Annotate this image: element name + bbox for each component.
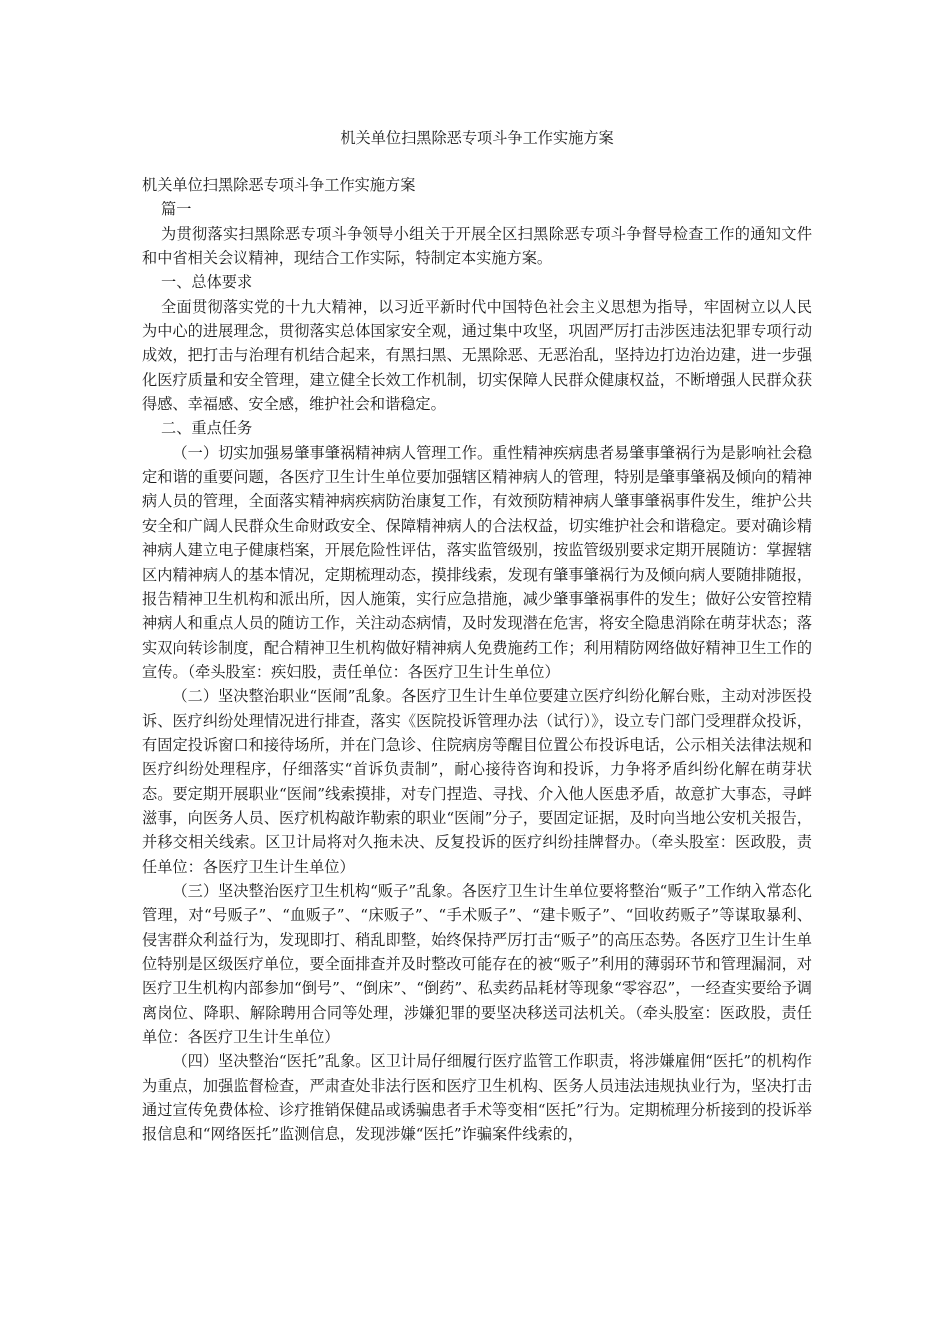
task-paragraph-2: （二）坚决整治职业“医闹”乱象。各医疗卫生计生单位要建立医疗纠纷化解台账，主动对涉医投诉、医疗纠纷处理情况进行排查，落实《医院投诉管理办法（试行）》，设立专门部门受理群众投诉，有固定投诉窗口和接待场所，并在门急诊、住院病房等醒目位置公布投诉电话，公示相关法律法规和医疗纠纷处理程序，仔细落实“首诉负责制”，耐心接待咨询和投诉，力争将矛盾纠纷化解在萌芽状态。要定期开展职业“医闹”线索摸排，对专门捏造、寻找、介入他人医患矛盾，故意扩大事态，寻衅滋事，向医务人员、医疗机构敲诈勒索的职业“医闹”分子，要固定证据，及时向当地公安机关报告，并移交相关线索。区卫计局将对久拖未决、反复投诉的医疗纠纷挂牌督办。（牵头股室：医政股，责任单位：各医疗卫生计生单位） — [142, 687, 812, 876]
section-heading-general: 一、总体要求 — [161, 273, 253, 292]
section-label: 篇一 — [161, 200, 192, 219]
task-paragraph-4: （四）坚决整治“医托”乱象。区卫计局仔细履行医疗监管工作职责，将涉嫌雇佣“医托”的机构作为重点，加强监督检查，严肃查处非法行医和医疗卫生机构、医务人员违法违规执业行为，坚决打击通过宣传免费体检、诊疗推销保健品或诱骗患者手术等变相“医托”行为。定期梳理分析接到的投诉举报信息和“网络医托”监测信息，发现涉嫌“医托”诈骗案件线索的， — [142, 1052, 812, 1144]
section-heading-tasks: 二、重点任务 — [161, 419, 253, 438]
task-paragraph-1: （一）切实加强易肇事肇祸精神病人管理工作。重性精神疾病患者易肇事肇祸行为是影响社会稳定和谐的重要问题，各医疗卫生计生单位要加强辖区精神病人的管理，特别是肇事肇祸及倾向的精神病人员的管理，全面落实精神病疾病防治康复工作，有效预防精神病人肇事肇祸事件发生，维护公共安全和广阔人民群众生命财政安全、保障精神病人的合法权益，切实维护社会和谐稳定。要对确诊精神病人建立电子健康档案，开展危险性评估，落实监管级别，按监管级别要求定期开展随访：掌握辖区内精神病人的基本情况，定期梳理动态，摸排线索，发现有肇事肇祸行为及倾向病人要随排随报，报告精神卫生机构和派出所，因人施策，实行应急措施，减少肇事肇祸事件的发生；做好公安管控精神病人和重点人员的随访工作，关注动态病情，及时发现潜在危害，将安全隐患消除在萌芽状态；落实双向转诊制度，配合精神卫生机构做好精神病人免费施药工作；利用精防网络做好精神卫生工作的宣传。（牵头股室：疾妇股，责任单位：各医疗卫生计生单位） — [142, 443, 812, 681]
body-heading: 机关单位扫黑除恶专项斗争工作实施方案 — [142, 176, 416, 194]
document-body — [142, 173, 812, 1147]
task-paragraph-3: （三）坚决整治医疗卫生机构“贩子”乱象。各医疗卫生计生单位要将整治“贩子”工作纳入常态化管理，对“号贩子”、“血贩子”、“床贩子”、“手术贩子”、“建卡贩子”、“回收药贩子”等谋取暴利、侵害群众利益行为，发现即打、稍乱即整，始终保持严厉打击“贩子”的高压态势。各医疗卫生计生单位特别是区级医疗单位，要全面排查并及时整改可能存在的被“贩子”利用的薄弱环节和管理漏洞，对医疗卫生机构内部参加“倒号”、“倒床”、“倒药”、私卖药品耗材等现象“零容忍”，一经查实要给予调离岗位、降职、解除聘用合同等处理，涉嫌犯罪的要坚决移送司法机关。（牵头股室：医政股，责任单位：各医疗卫生计生单位） — [142, 881, 812, 1047]
general-requirements-paragraph: 全面贯彻落实党的十九大精神，以习近平新时代中国特色社会主义思想为指导，牢固树立以人民为中心的进展理念，贯彻落实总体国家安全观，通过集中攻坚，巩固严厉打击涉医违法犯罪专项行动成效，把打击与治理有机结合起来，有黑扫黑、无黑除恶、无恶治乱，坚持边打边治边建，进一步强化医疗质量和安全管理，建立健全长效工作机制，切实保障人民群众健康权益，不断增强人民群众获得感、幸福感、安全感，维护社会和谐稳定。 — [142, 297, 812, 414]
document-title: 机关单位扫黑除恶专项斗争工作实施方案 — [340, 129, 614, 147]
intro-paragraph: 为贯彻落实扫黑除恶专项斗争领导小组关于开展全区扫黑除恶专项斗争督导检查工作的通知文件和中省相关会议精神，现结合工作实际，特制定本实施方案。 — [142, 224, 812, 268]
